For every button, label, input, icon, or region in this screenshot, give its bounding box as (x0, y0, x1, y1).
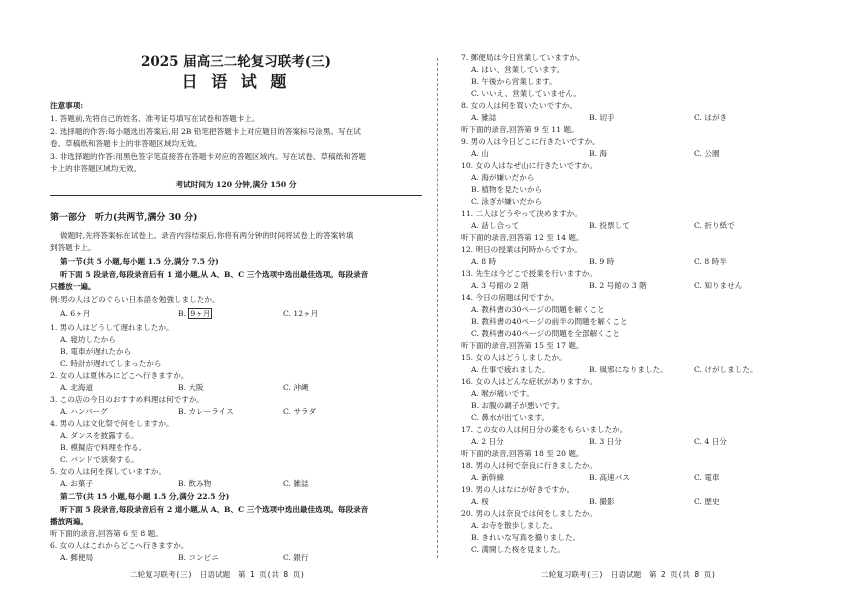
option-b: B. カレーライス (178, 407, 234, 416)
section1-instructions: 听下面 5 段录音,每段录音后有 1 道小题,从 A、B、C 三个选项中选出最佳选项。每段录音 (60, 270, 369, 279)
question-text: 19. 男の人はなにが好きですか。 (461, 485, 575, 494)
example-question: 例:男の人はどのぐらい日本語を勉強しましたか。 (50, 295, 220, 304)
listen-note: 听下面的录音,回答第 12 至 14 题。 (461, 233, 584, 242)
question-text: 20. 男の人は奈良では何をしましたか。 (461, 509, 597, 518)
option-b: B. 午後から営業します。 (471, 77, 557, 86)
option-c: C. いいえ、営業していません。 (471, 89, 581, 98)
left-column (50, 0, 422, 609)
question-text: 3. この店の今日のおすすめ料理は何ですか。 (50, 395, 205, 404)
option-c: C. バンドで演奏する。 (60, 455, 139, 464)
option-b: B. コンビニ (178, 553, 219, 562)
option-a: A. 寝坊したから (60, 335, 116, 344)
page-footer: 二轮复习联考(三) 日语试题 第 2 页(共 8 页) (541, 570, 716, 579)
section1-heading: 第一节(共 5 小题,每小题 1.5 分,满分 7.5 分) (60, 257, 219, 266)
option-b: B. 海 (589, 149, 608, 158)
option-c: C. 折り紙で (694, 221, 735, 230)
option-a: A. ダンスを披露する。 (60, 431, 139, 440)
option-a: A. 桜 (471, 497, 489, 506)
question-text: 5. 女の人は何を探していますか。 (50, 467, 166, 476)
option-b: B. 電車が遅れたから (60, 347, 132, 356)
option-b: B. 植物を見たいから (471, 185, 543, 194)
option-c: C. 歴史 (694, 497, 720, 506)
listen-note: 听下面的录音,回答第 18 至 20 题。 (461, 449, 584, 458)
question-text: 17. この女の人は何日分の薬をもらいましたか。 (461, 425, 628, 434)
option-a: A. 海が嫌いだから (471, 173, 535, 182)
option-a: A. お菓子 (60, 479, 94, 488)
exam-title: 2025 届高三二轮复习联考(三) (140, 54, 332, 70)
right-column (461, 0, 801, 609)
part1-heading: 第一部分 听力(共两节,满分 30 分) (50, 213, 198, 223)
option-b: B. 3 日分 (589, 437, 622, 446)
option-b: B. 撮影 (589, 497, 615, 506)
option-a: A. 新幹線 (471, 473, 505, 482)
section2-instructions: 播放两遍。 (50, 517, 88, 526)
example-option-a: A. 6ヶ月 (60, 309, 91, 318)
option-c: C. 知りません (694, 281, 743, 290)
question-text: 9. 男の人は今日どこに行きたいですか。 (461, 137, 600, 146)
listen-note: 听下面的录音,回答第 6 至 8 题。 (50, 529, 163, 538)
option-c: C. 電車 (694, 473, 720, 482)
option-c: C. サラダ (283, 407, 317, 416)
option-c: C. 沖縄 (283, 383, 309, 392)
option-a: A. 3 号館の 2 階 (471, 281, 529, 290)
option-a: A. 2 日分 (471, 437, 504, 446)
part1-intro: 做题时,先将答案标在试卷上。录音内容结束后,你将有两分钟的时间将试卷上的答案转填 (60, 231, 354, 240)
question-text: 12. 明日の授業は何時からですか。 (461, 245, 582, 254)
listen-note: 听下面的录音,回答第 9 至 11 题。 (461, 125, 579, 134)
question-text: 16. 女の人はどんな症状がありますか。 (461, 377, 597, 386)
option-c: C. 教科書の40ページの問題を全部解くこと (471, 329, 620, 338)
question-text: 13. 先生は今どこで授業を行いますか。 (461, 269, 597, 278)
option-a: A. 郵便局 (60, 553, 94, 562)
option-c: C. 公園 (694, 149, 720, 158)
part1-intro: 到答题卡上。 (50, 243, 96, 252)
note-line: 1. 答题前,先将自己的姓名、准考证号填写在试卷和答题卡上。 (50, 114, 260, 123)
option-c: C. 泳ぎが嫌いだから (471, 197, 543, 206)
option-c: C. 時計が遅れてしまったから (60, 359, 162, 368)
option-b: B. 飲み物 (178, 479, 212, 488)
subject-title: 日 语 试 题 (181, 72, 291, 91)
question-text: 4. 男の人は文化祭で何をしますか。 (50, 419, 174, 428)
option-a: A. 喉が痛いです。 (471, 389, 534, 398)
section2-heading: 第二节(共 15 小题,每小题 1.5 分,满分 22.5 分) (60, 492, 230, 501)
note-line: 2. 选择题的作答:每小题选出答案后,用 2B 铅笔把答题卡上对应题目的答案标号涂黑。写在试 (50, 127, 361, 136)
option-a: A. お寺を散歩しました。 (471, 521, 558, 530)
option-b: B. 風邪になりました。 (589, 365, 668, 374)
notes-heading: 注意事项: (50, 101, 84, 110)
option-b: B. 大阪 (178, 383, 204, 392)
option-c: C. けがしました。 (694, 365, 758, 374)
option-a: A. はい、営業しています。 (471, 65, 565, 74)
option-a: A. 教科書の30ページの問題を解くこと (471, 305, 605, 314)
option-c: C. はがき (694, 113, 728, 122)
option-b: B. 2 号館の 3 階 (589, 281, 647, 290)
column-divider (437, 58, 438, 558)
option-b: B. 9 時 (589, 257, 615, 266)
option-c: C. 銀行 (283, 553, 309, 562)
note-line: 卡上的非答题区域均无效。 (50, 164, 142, 173)
option-b: B. 教科書の40ページの前半の問題を解くこと (471, 317, 628, 326)
option-a: A. 山 (471, 149, 489, 158)
question-text: 7. 郵便局は今日営業していますか。 (461, 53, 585, 62)
option-a: A. 雑誌 (471, 113, 497, 122)
option-a: A. ハンバーグ (60, 407, 108, 416)
option-b: B. 投票して (589, 221, 630, 230)
option-b: B. 高速バス (589, 473, 630, 482)
question-text: 15. 女の人はどうしましたか。 (461, 353, 567, 362)
option-c: C. 満開した桜を見ました。 (471, 545, 565, 554)
question-text: 10. 女の人はなぜ山に行きたいですか。 (461, 161, 597, 170)
option-c: C. 雑誌 (283, 479, 309, 488)
divider-line (50, 195, 422, 196)
option-b: B. お腹の調子が悪いです。 (471, 401, 565, 410)
note-line: 3. 非选择题的作答:用黑色签字笔直接答在答题卡对应的答题区域内。写在试卷、草稿纸和答题 (50, 152, 366, 161)
page-footer: 二轮复习联考(三) 日语试题 第 1 页(共 8 页) (130, 570, 305, 579)
question-text: 8. 女の人は何を買いたいですか。 (461, 101, 577, 110)
option-b: B. 模擬店で料理を作る。 (60, 443, 147, 452)
section1-instructions: 只播放一遍。 (50, 282, 96, 291)
option-b: B. きれいな写真を撮りました。 (471, 533, 581, 542)
option-c: C. 4 日分 (694, 437, 727, 446)
section2-instructions: 听下面 5 段录音,每段录音后有 2 道小题,从 A、B、C 三个选项中选出最佳选项。每段录音 (60, 505, 369, 514)
question-text: 2. 女の人は夏休みにどこへ行きますか。 (50, 371, 189, 380)
option-a: A. 仕事で疲れました。 (471, 365, 550, 374)
question-text: 11. 二人はどうやって決めますか。 (461, 209, 582, 218)
option-a: A. 北海道 (60, 383, 94, 392)
example-answer-box: 9ヶ月 (190, 309, 211, 318)
option-a: A. 話し合って (471, 221, 520, 230)
example-option-b: B. 9ヶ月 (178, 309, 211, 318)
question-text: 14. 今日の宿題は何ですか。 (461, 293, 560, 302)
option-b: B. 切手 (589, 113, 615, 122)
question-text: 6. 女の人はこれからどこへ行きますか。 (50, 541, 189, 550)
listen-note: 听下面的录音,回答第 15 至 17 题。 (461, 341, 584, 350)
question-text: 18. 男の人は何で奈良に行きましたか。 (461, 461, 597, 470)
option-a: A. 8 時 (471, 257, 497, 266)
option-c: C. 鼻水が出ています。 (471, 413, 550, 422)
note-line: 卷、草稿纸和答题卡上的非答题区域均无效。 (50, 139, 202, 148)
time-info: 考试时间为 120 分钟,满分 150 分 (175, 180, 297, 189)
question-text: 1. 男の人はどうして遅れましたか。 (50, 323, 174, 332)
example-option-c: C. 12ヶ月 (283, 309, 319, 318)
option-c: C. 8 時半 (694, 257, 727, 266)
